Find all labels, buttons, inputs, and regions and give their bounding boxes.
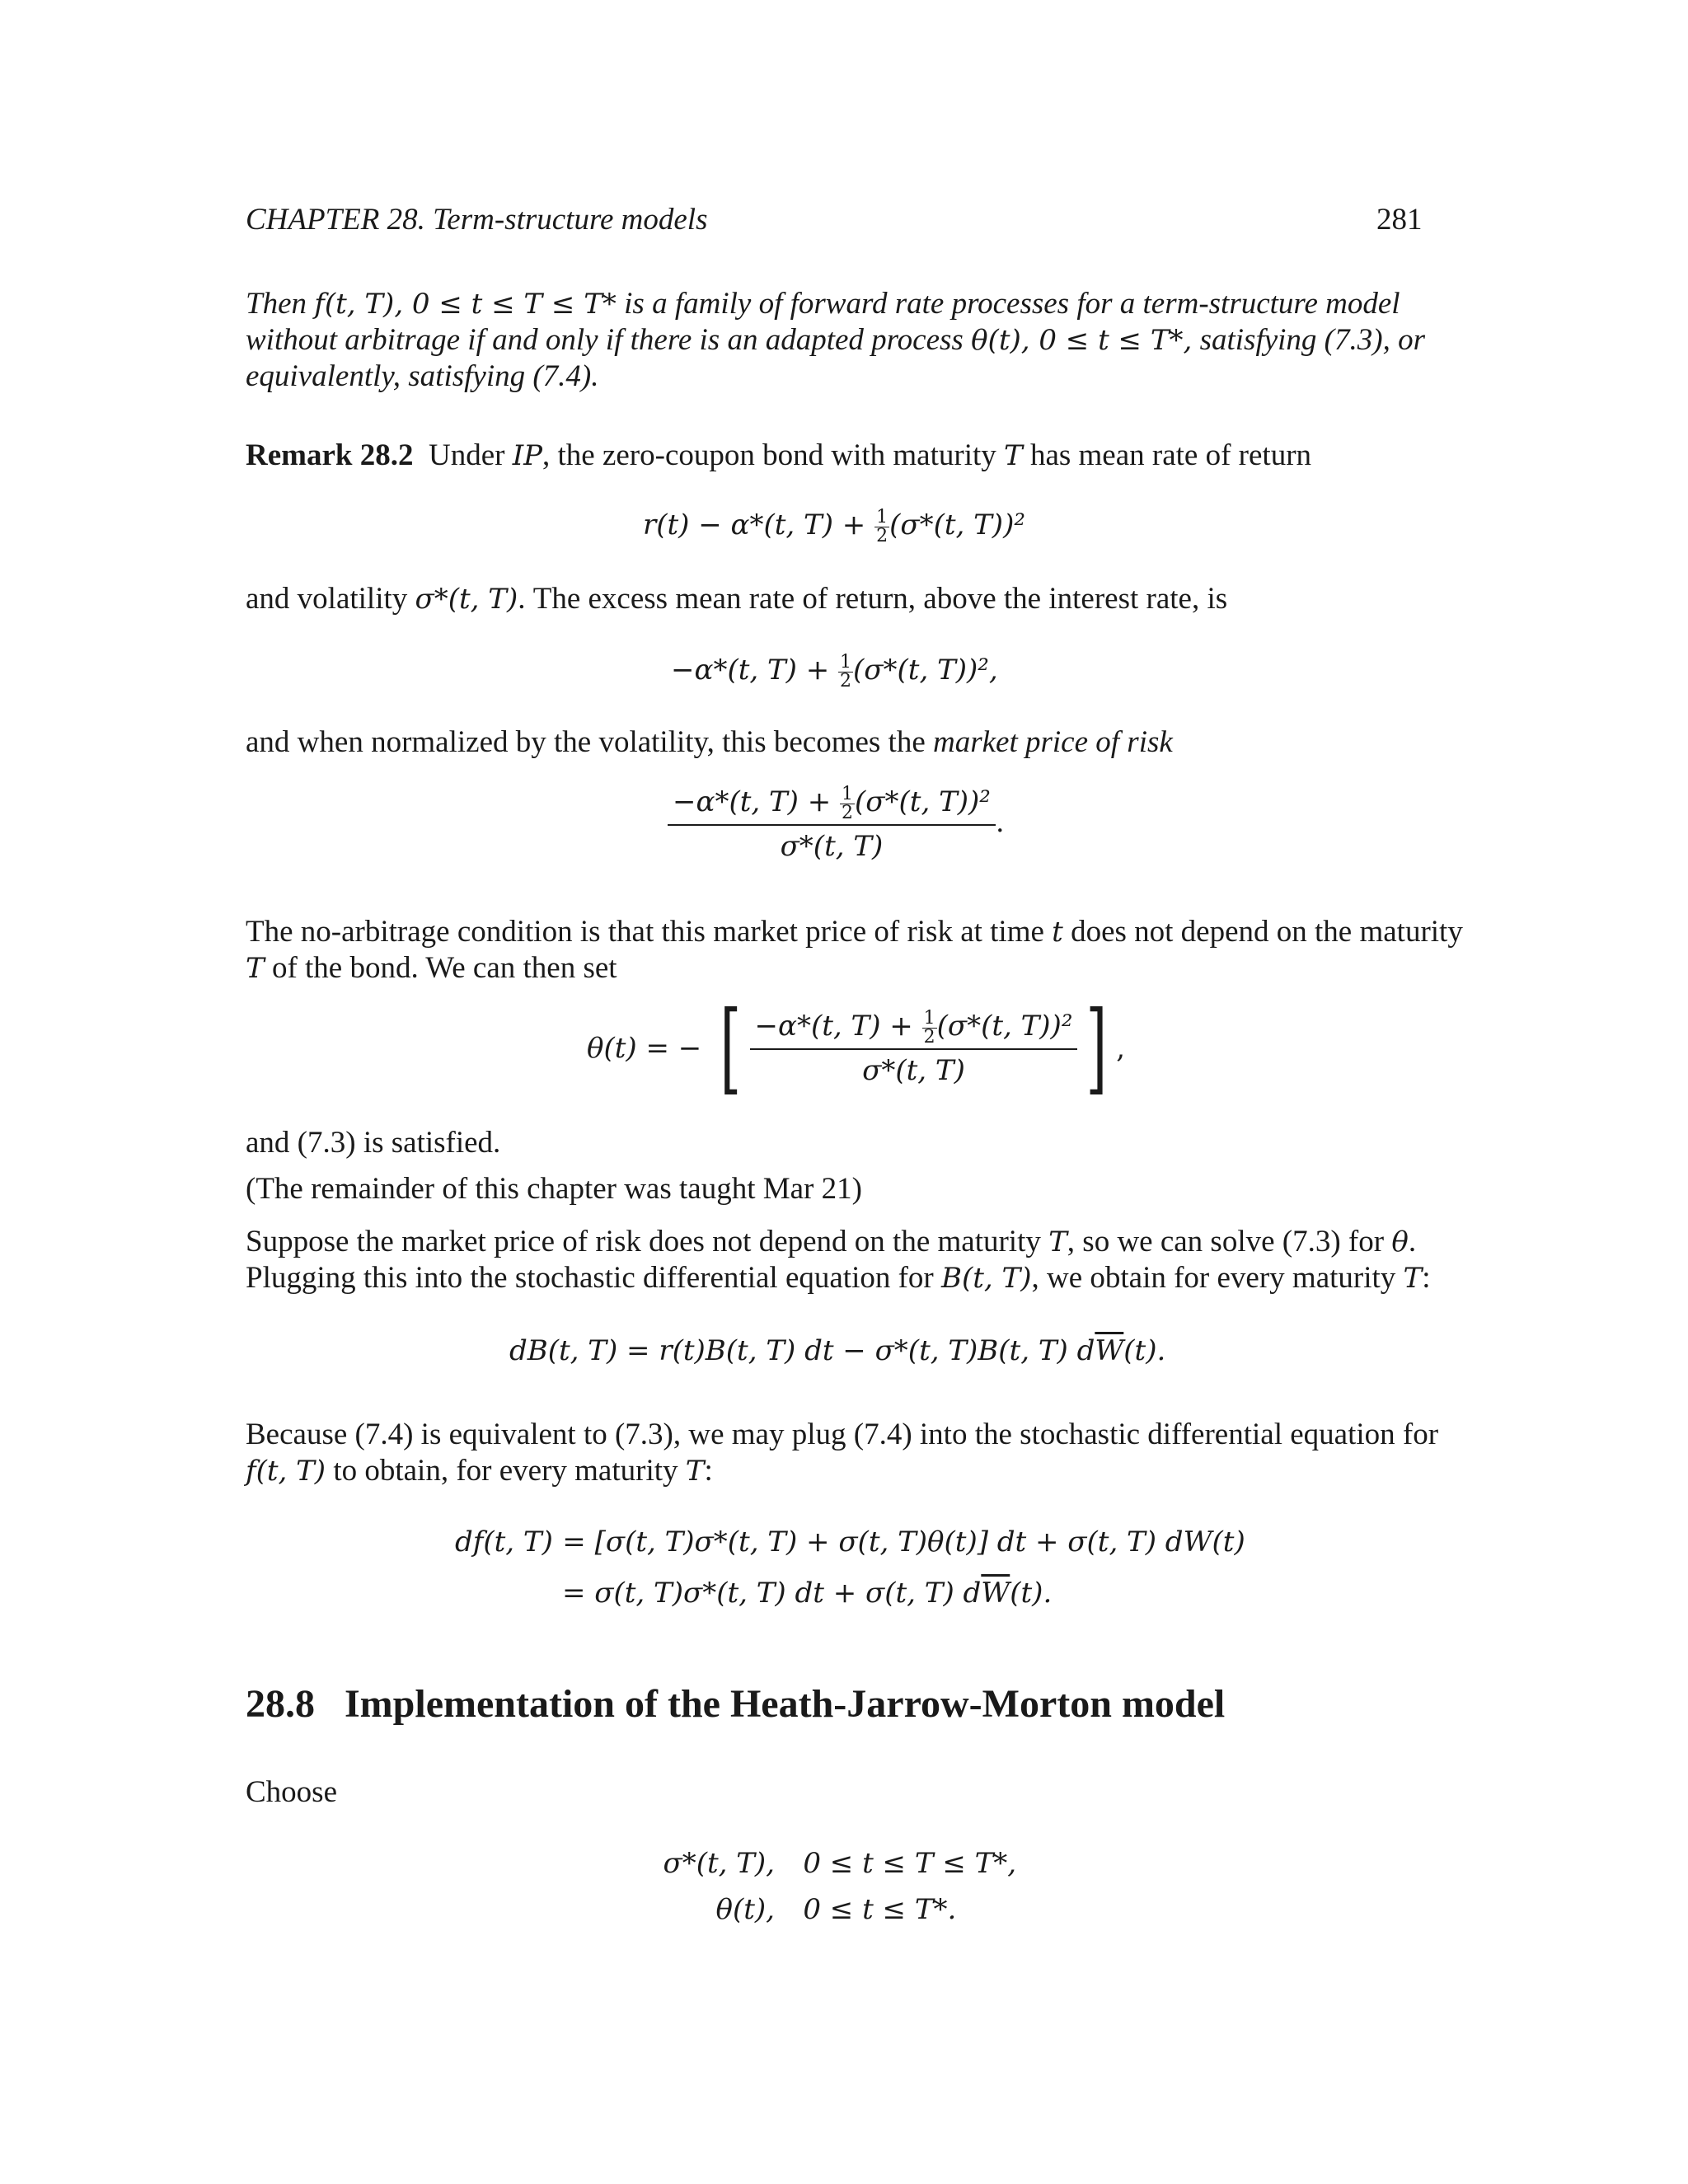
- eq-part: (σ*(t, T))²,: [853, 654, 998, 687]
- theorem-text: is a family of forward rate processes for a term-structure model: [624, 287, 1400, 321]
- eq-rhs: = [σ(t, T)σ*(t, T) + σ(t, T)θ(t)] dt + σ(t, T) dW(t): [562, 1526, 1245, 1558]
- theorem-line-2: [246, 321, 1425, 359]
- probability-measure: IP: [512, 439, 542, 472]
- inline-math: T: [246, 952, 265, 985]
- para-text: :: [1422, 1261, 1431, 1295]
- choose-line: Choose: [246, 1775, 337, 1809]
- frac-den: 2: [840, 670, 852, 691]
- inline-math: σ*(t, T): [415, 583, 518, 616]
- theorem-text: without arbitrage if and only if there is an adapted process: [246, 323, 964, 357]
- para-text: .: [1408, 1225, 1417, 1258]
- eq-rhs: = σ(t, T)σ*(t, T) dt + σ(t, T) d: [562, 1577, 982, 1610]
- fraction-half: [838, 651, 853, 691]
- inline-math: θ: [1391, 1226, 1409, 1258]
- eq-part: r(t) − α*(t, T) +: [643, 509, 875, 541]
- fraction-half: [840, 785, 855, 823]
- eq-part: (σ*(t, T))²: [855, 785, 991, 818]
- eq-part: −α*(t, T) +: [754, 1010, 922, 1043]
- eq-part: −α*(t, T) +: [671, 654, 839, 687]
- equation-dB: [509, 1332, 1165, 1370]
- eq-part: (t).: [1123, 1334, 1166, 1367]
- noarb-line-2: [246, 949, 617, 987]
- eq-part: ,: [1116, 1032, 1126, 1065]
- because-line-2: [246, 1452, 713, 1490]
- equation-choose-row-1: [659, 1844, 1016, 1882]
- equation-excess-return: [671, 651, 998, 691]
- eq-part: θ(t),: [715, 1893, 775, 1926]
- eq-lhs: θ(t) = −: [587, 1032, 702, 1065]
- equation-theta: [587, 991, 1126, 1105]
- theorem-line-3: equivalently, satisfying (7.4).: [246, 359, 599, 393]
- fraction-half: [874, 506, 889, 546]
- fraction-denominator: σ*(t, T): [862, 1053, 965, 1087]
- remark-line: [246, 437, 1311, 475]
- tilde-W: $\overline{W}$: [1095, 1334, 1124, 1367]
- taught-line: (The remainder of this chapter was taught Mar 21): [246, 1172, 862, 1206]
- section-heading: [246, 1681, 1225, 1727]
- because-line-1: Because (7.4) is equivalent to (7.3), we may plug (7.4) into the stochastic differential equation for: [246, 1418, 1439, 1451]
- para-text: , so we can solve (7.3) for: [1067, 1225, 1385, 1258]
- inline-math: T: [1403, 1262, 1423, 1295]
- satisfied-line: and (7.3) is satisfied.: [246, 1126, 501, 1160]
- fraction-denominator: σ*(t, T): [780, 829, 884, 863]
- page-number: 281: [1376, 203, 1423, 237]
- equation-df-line-1: [455, 1523, 1245, 1561]
- frac-num: 1: [842, 783, 854, 804]
- equation-choose-row-2: [659, 1891, 956, 1929]
- theorem-text: satisfying (7.3), or: [1199, 323, 1425, 357]
- frac-num: 1: [876, 506, 889, 527]
- eq-part: .: [995, 805, 1005, 839]
- inline-math: t: [1052, 916, 1063, 949]
- frac-num: 1: [840, 651, 852, 673]
- theorem-text: Then: [246, 287, 307, 321]
- theorem-line-1: [246, 285, 1400, 323]
- frac-den: 2: [876, 525, 889, 546]
- suppose-line-1: [246, 1223, 1416, 1261]
- para-text: does not depend on the maturity: [1071, 915, 1463, 949]
- para-text: Suppose the market price of risk does not depend on the maturity: [246, 1225, 1041, 1258]
- frac-den: 2: [842, 802, 854, 823]
- para-text: Plugging this into the stochastic differential equation for: [246, 1261, 934, 1295]
- inline-math: θ(t), 0 ≤ t ≤ T*,: [971, 324, 1193, 357]
- para-text: of the bond. We can then set: [271, 951, 617, 985]
- fraction: [750, 1007, 1078, 1090]
- tilde-W: $\overline{W}$: [981, 1577, 1010, 1610]
- eq-lhs: df(t, T): [455, 1526, 553, 1558]
- suppose-line-2: [246, 1259, 1431, 1297]
- remark-text: has mean rate of return: [1029, 438, 1312, 472]
- eq-part: dB(t, T) = r(t)B(t, T) dt − σ*(t, T)B(t, T) d: [509, 1334, 1095, 1367]
- normalized-line: [246, 724, 1173, 762]
- remark-label: Remark 28.2: [246, 438, 414, 472]
- inline-math: T: [1048, 1226, 1067, 1258]
- equation-df-line-2: [562, 1574, 1052, 1612]
- fraction-half: [922, 1007, 937, 1047]
- eq-part: (σ*(t, T))²: [936, 1010, 1073, 1043]
- para-text: and volatility: [246, 582, 408, 616]
- inline-math: f(t, T): [246, 1455, 326, 1488]
- inline-math: B(t, T): [941, 1262, 1032, 1295]
- inline-math: f(t, T), 0 ≤ t ≤ T ≤ T*: [314, 288, 617, 321]
- term-emphasis: market price of risk: [933, 725, 1173, 759]
- para-text: . The excess mean rate of return, above the interest rate, is: [518, 582, 1228, 616]
- noarb-line-1: [246, 913, 1463, 951]
- para-text: , we obtain for every maturity: [1031, 1261, 1396, 1295]
- fraction: [668, 783, 996, 865]
- eq-part: −α*(t, T) +: [673, 785, 841, 818]
- equation-mean-return: [643, 506, 1025, 546]
- section-number: 28.8: [246, 1682, 315, 1726]
- para-text: and when normalized by the volatility, this becomes the: [246, 725, 926, 759]
- inline-math: T: [685, 1455, 705, 1488]
- running-title: CHAPTER 28. Term-structure models: [246, 203, 708, 237]
- section-title: Implementation of the Heath-Jarrow-Morton model: [345, 1682, 1226, 1726]
- para-text: :: [704, 1454, 713, 1488]
- fraction-numerator: [750, 1007, 1078, 1050]
- para-text: The no-arbitrage condition is that this market price of risk at time: [246, 915, 1044, 949]
- eq-part: σ*(t, T),: [663, 1847, 775, 1880]
- right-bracket: ]: [1085, 991, 1108, 1105]
- frac-den: 2: [923, 1026, 935, 1047]
- eq-rhs: (t).: [1010, 1577, 1053, 1610]
- equation-market-price-of-risk: [668, 783, 1005, 865]
- para-text: to obtain, for every maturity: [333, 1454, 678, 1488]
- left-bracket: [: [720, 991, 742, 1105]
- remark-text: Under: [428, 438, 505, 472]
- fraction-numerator: [668, 783, 996, 826]
- frac-num: 1: [923, 1007, 935, 1029]
- eq-part: 0 ≤ t ≤ T*.: [803, 1893, 957, 1926]
- remark-text: , the zero-coupon bond with maturity: [542, 438, 996, 472]
- volatility-line: [246, 580, 1227, 618]
- eq-part: (σ*(t, T))²: [889, 509, 1025, 541]
- inline-math: T: [1004, 439, 1023, 472]
- eq-part: 0 ≤ t ≤ T ≤ T*,: [803, 1847, 1017, 1880]
